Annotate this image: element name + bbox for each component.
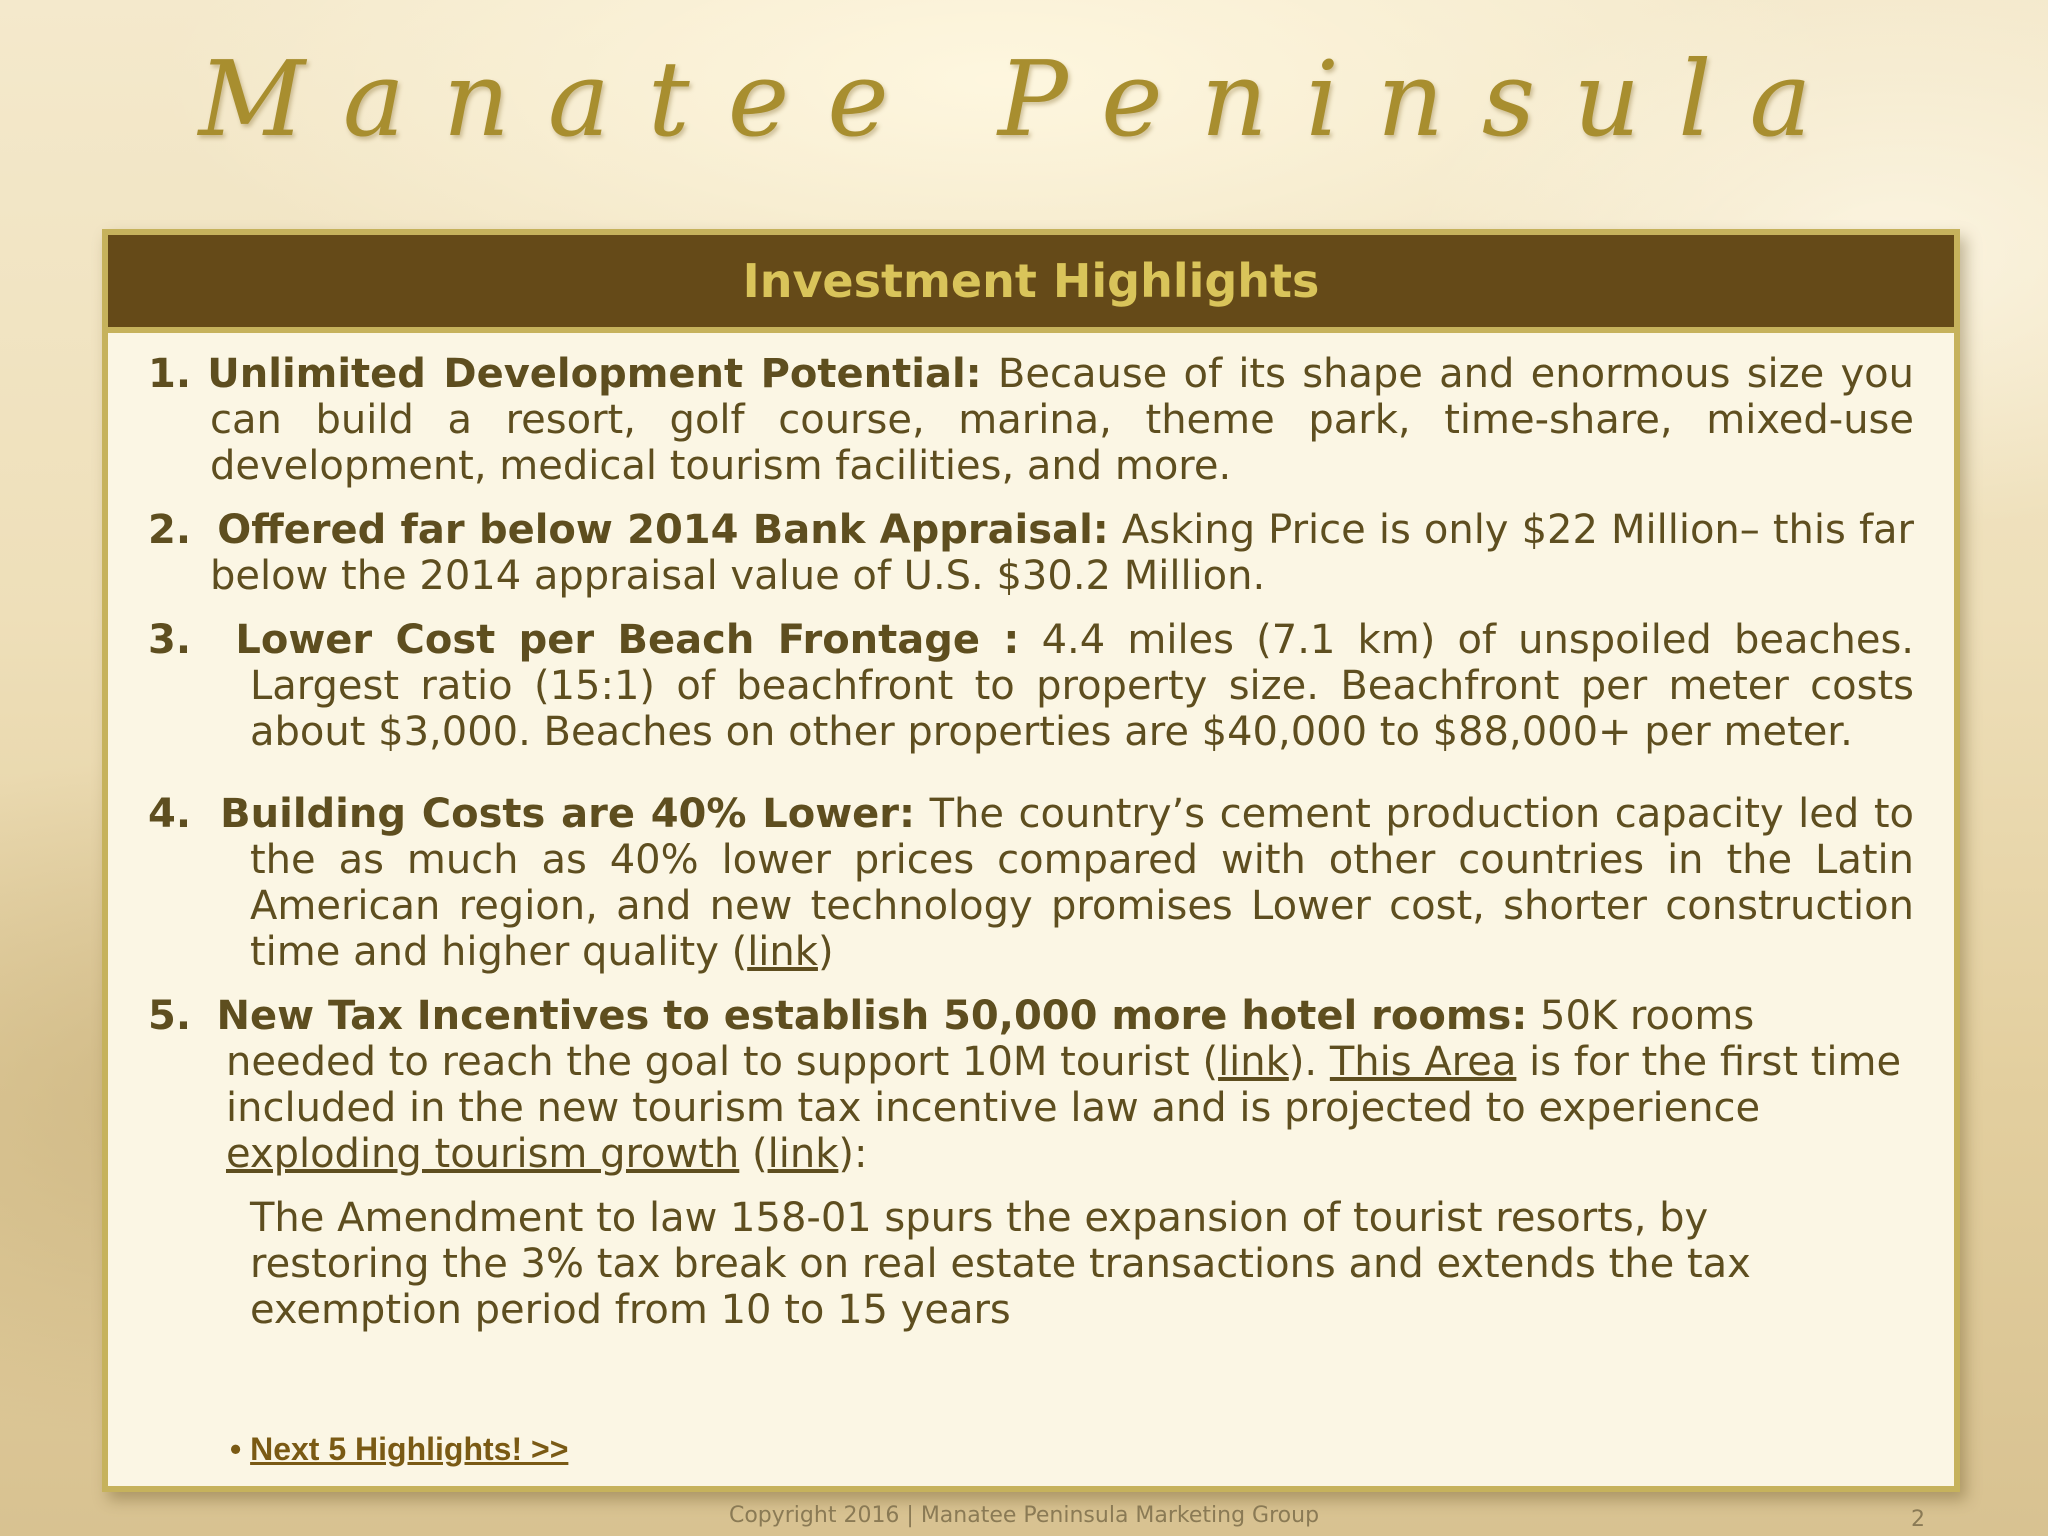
item-text: Because of its shape and enormous size you can build a resort, golf course, marina, theme park, time-share, mixed-use development, medical tourism facilities, and more. bbox=[210, 351, 1914, 489]
next-highlights-link[interactable]: Next 5 Highlights! >> bbox=[250, 1431, 569, 1467]
panel-title: Investment Highlights bbox=[742, 254, 1320, 308]
slide-title: Manatee Peninsula bbox=[198, 38, 1850, 160]
highlight-item-2 bbox=[148, 507, 1914, 599]
item-lead: Unlimited Development Potential: bbox=[207, 351, 982, 397]
amendment-note: The Amendment to law 158-01 spurs the expansion of tourist resorts, by restoring the 3% tax break on real estate transactions and extends the tax exemption period from 10 to 15 years bbox=[250, 1195, 1751, 1333]
item-text: ): bbox=[838, 1131, 868, 1177]
tourism-growth-link[interactable]: exploding tourism growth bbox=[226, 1131, 740, 1177]
item-text: ). bbox=[1288, 1039, 1330, 1085]
item-4-link[interactable]: link bbox=[747, 929, 818, 975]
item-text: ( bbox=[739, 1131, 768, 1177]
item-text-tail: ) bbox=[817, 929, 834, 975]
highlight-item-3 bbox=[148, 617, 1914, 755]
item-text: Asking Price is only $22 Million– this far below the 2014 appraisal value of U.S. $30.2 Million. bbox=[210, 507, 1914, 599]
page-number: 2 bbox=[1911, 1507, 1925, 1532]
growth-source-link[interactable]: link bbox=[767, 1131, 839, 1177]
item-text: 50K rooms needed to reach the goal to support 10M tourist ( bbox=[226, 993, 1755, 1085]
item-number: 5. bbox=[148, 993, 192, 1039]
next-highlights bbox=[230, 1431, 568, 1468]
item-lead: Offered far below 2014 Bank Appraisal: bbox=[217, 507, 1109, 553]
item-text: 4.4 miles (7.1 km) of unspoiled beaches. Largest ratio (15:1) of beachfront to property size. Beachfront per meter costs about $3,000. Beaches on other properties are $40,000 to $88,000+ per meter. bbox=[250, 617, 1915, 755]
copyright-footer: Copyright 2016 | Manatee Peninsula Marketing Group bbox=[728, 1503, 1320, 1528]
highlights-list bbox=[108, 351, 1954, 1333]
item-number: 2. bbox=[148, 507, 192, 553]
highlight-item-4 bbox=[148, 791, 1914, 975]
item-lead: New Tax Incentives to establish 50,000 more hotel rooms: bbox=[216, 993, 1528, 1039]
item-text: is for the first time included in the new tourism tax incentive law and is projected to experience bbox=[226, 1039, 1902, 1131]
item-lead: Lower Cost per Beach Frontage : bbox=[235, 617, 1020, 663]
item-lead: Building Costs are 40% Lower: bbox=[220, 791, 916, 837]
item-text: The country’s cement production capacity led to the as much as 40% lower prices compared with other countries in the Latin American region, and new technology promises Lower cost, shorter construction time and higher quality ( bbox=[250, 791, 1915, 975]
item-number: 1. bbox=[148, 351, 192, 397]
highlights-panel bbox=[102, 229, 1960, 1492]
item-number: 3. bbox=[148, 617, 192, 663]
this-area-link[interactable]: This Area bbox=[1329, 1039, 1517, 1085]
highlight-item-5 bbox=[148, 993, 1914, 1177]
highlight-item-1 bbox=[148, 351, 1914, 489]
tourist-link[interactable]: link bbox=[1218, 1039, 1289, 1085]
panel-header bbox=[108, 235, 1954, 333]
bullet-icon: • bbox=[230, 1431, 242, 1467]
item-number: 4. bbox=[148, 791, 192, 837]
